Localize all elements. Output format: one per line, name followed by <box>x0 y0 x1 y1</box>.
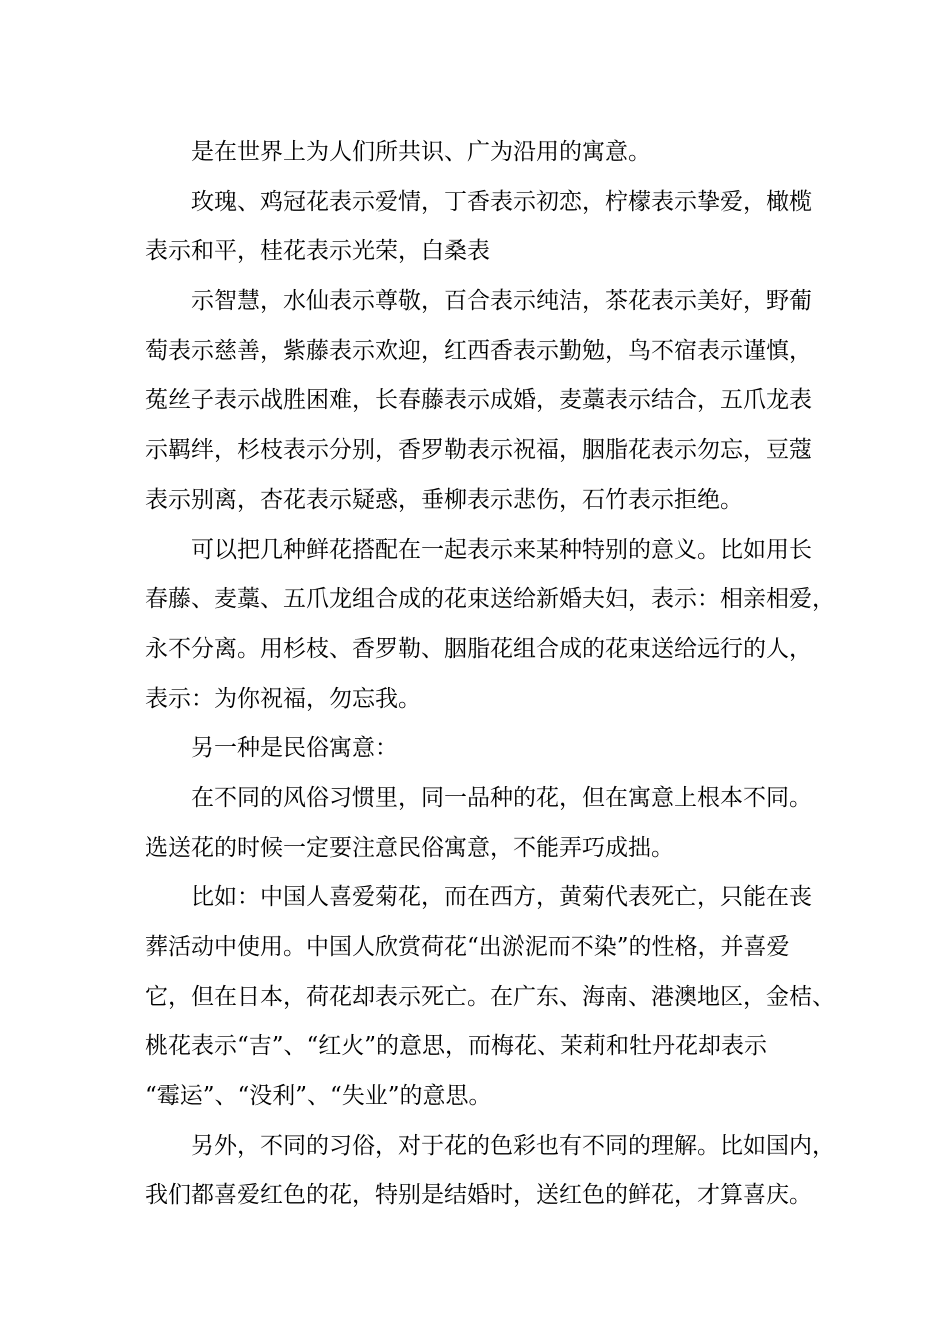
paragraph-4 <box>145 526 845 725</box>
paragraph-5 <box>145 724 845 774</box>
paragraph-line: 是在世界上为人们所共识、广为沿用的寓意。 <box>191 139 651 165</box>
paragraph-3 <box>145 277 845 525</box>
paragraph-line: 比如：中国人喜爱菊花，而在西方，黄菊代表死亡，只能在丧 <box>191 884 812 911</box>
paragraph-line: 菟丝子表示战胜困难，长春藤表示成婚，麦藁表示结合，五爪龙表 <box>145 387 812 414</box>
paragraph-line: 可以把几种鲜花搭配在一起表示来某种特别的意义。比如用长 <box>191 536 812 563</box>
paragraph-line: 表示和平，桂花表示光荣，白桑表 <box>145 238 490 265</box>
paragraph-6 <box>145 774 845 873</box>
paragraph-line: 玫瑰、鸡冠花表示爱情，丁香表示初恋，柠檬表示挚爱，橄榄 <box>191 188 812 215</box>
document-body <box>145 128 845 1221</box>
paragraph-line: 在不同的风俗习惯里，同一品种的花，但在寓意上根本不同。 <box>191 784 812 811</box>
paragraph-2 <box>145 178 845 277</box>
paragraph-line: 选送花的时候一定要注意民俗寓意，不能弄巧成拙。 <box>145 834 674 861</box>
paragraph-line: 示智慧，水仙表示尊敬，百合表示纯洁，茶花表示美好，野葡 <box>191 288 812 315</box>
paragraph-line: 另一种是民俗寓意： <box>191 735 398 762</box>
paragraph-line: 永不分离。用杉枝、香罗勒、胭脂花组合成的花束送给远行的人， <box>145 635 812 662</box>
paragraph-8 <box>145 1122 845 1221</box>
paragraph-line: 另外，不同的习俗，对于花的色彩也有不同的理解。比如国内， <box>191 1132 835 1159</box>
paragraph-line: 它，但在日本，荷花却表示死亡。在广东、海南、港澳地区，金桔、 <box>145 983 835 1010</box>
paragraph-line: “霉运”、“没利”、“失业”的意思。 <box>145 1083 492 1110</box>
paragraph-line: 桃花表示“吉”、“红火”的意思，而梅花、茉莉和牡丹花却表示 <box>145 1033 768 1060</box>
paragraph-line: 春藤、麦藁、五爪龙组合成的花束送给新婚夫妇，表示：相亲相爱， <box>145 586 835 613</box>
paragraph-line: 表示别离，杏花表示疑惑，垂柳表示悲伤，石竹表示拒绝。 <box>145 486 743 513</box>
paragraph-7 <box>145 873 845 1121</box>
paragraph-1 <box>145 128 845 178</box>
paragraph-line: 我们都喜爱红色的花，特别是结婚时，送红色的鲜花，才算喜庆。 <box>145 1182 812 1209</box>
paragraph-line: 萄表示慈善，紫藤表示欢迎，红西香表示勤勉，鸟不宿表示谨慎， <box>145 337 812 364</box>
paragraph-line: 表示：为你祝福，勿忘我。 <box>145 685 421 712</box>
paragraph-line: 示羁绊，杉枝表示分别，香罗勒表示祝福，胭脂花表示勿忘，豆蔻 <box>145 437 812 464</box>
paragraph-line: 葬活动中使用。中国人欣赏荷花“出淤泥而不染”的性格，并喜爱 <box>145 934 790 960</box>
